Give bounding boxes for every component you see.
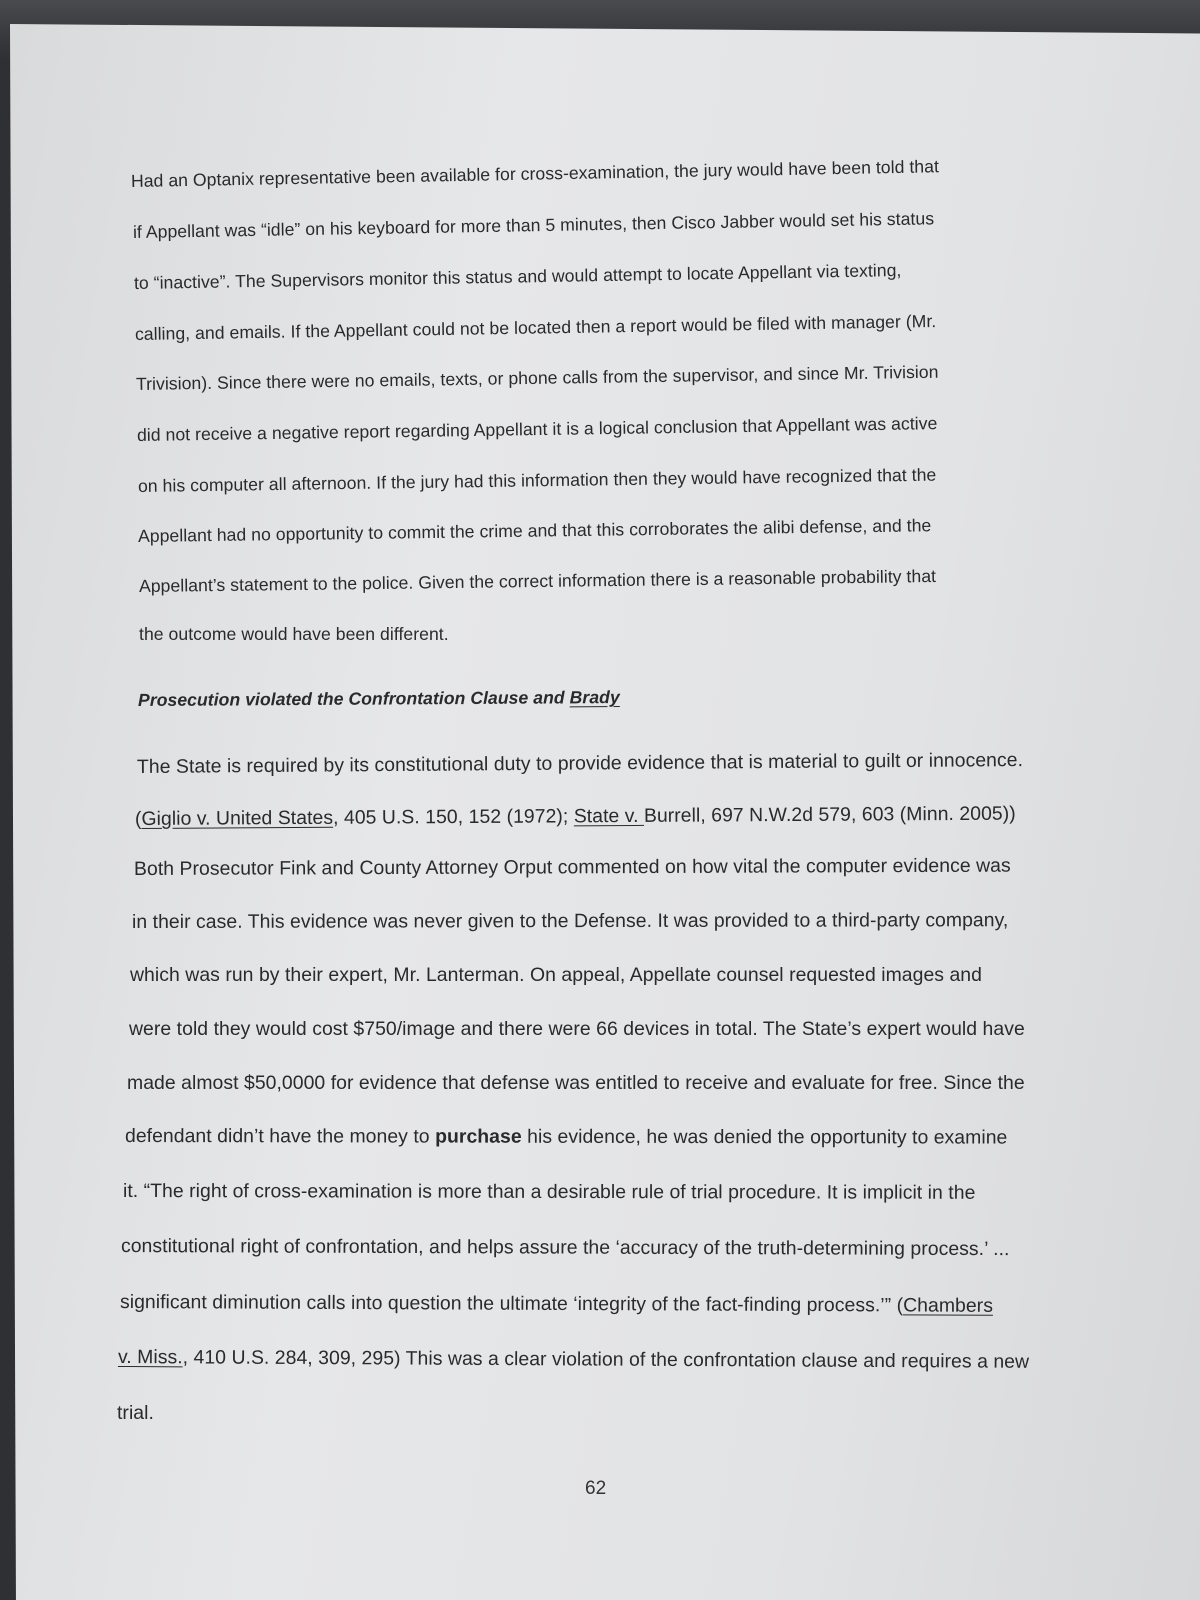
section-heading-text: Prosecution violated the Confrontation Clause and [137, 687, 570, 710]
paragraph-line: in their case. This evidence was never given to the Defense. It was provided to a third-party company, [131, 909, 1009, 933]
citation-v-miss: v. Miss. [117, 1346, 183, 1369]
paragraph-line: to “inactive”. The Supervisors monitor this status and would attempt to locate Appellant via texting, [133, 260, 902, 293]
paragraph-line [120, 1291, 993, 1318]
paragraph-line [118, 1346, 1029, 1374]
paragraph-text: , 410 U.S. 284, 309, 295) This was a clear violation of the confrontation clause and requires a new [182, 1346, 1030, 1373]
citation-chambers: Chambers [903, 1294, 994, 1317]
paragraph-text: his evidence, he was denied the opportunity to examine [521, 1125, 1008, 1149]
citation-paren: ( [134, 807, 142, 830]
paragraph-line: trial. [117, 1402, 154, 1424]
paragraph-line: were told they would cost $750/image and there were 66 devices in total. The State’s expert would have [129, 1018, 1025, 1040]
paragraph-line [135, 803, 1016, 831]
paragraph-line: calling, and emails. If the Appellant could not be located then a report would be filed with manager (Mr. [134, 310, 937, 344]
citation-giglio: Giglio v. United States [141, 806, 334, 830]
paragraph-line: the outcome would have been different. [139, 624, 449, 644]
paragraph-line: which was run by their expert, Mr. Lanterman. On appeal, Appellate counsel requested images and [130, 964, 982, 986]
citation-state-v: State v. [573, 804, 645, 828]
section-heading [138, 687, 620, 711]
paragraph-line: it. “The right of cross-examination is more than a desirable rule of trial procedure. It is implicit in the [122, 1180, 976, 1204]
paragraph-line [125, 1125, 1007, 1150]
paragraph-line: The State is required by its constitutional duty to provide evidence that is material to guilt or innocence. [136, 749, 1024, 778]
paragraph-line: if Appellant was “idle” on his keyboard for more than 5 minutes, then Cisco Jabber would set his status [132, 208, 935, 242]
paragraph-text: significant diminution calls into question the ultimate ‘integrity of the fact-finding process.’” ( [119, 1291, 904, 1317]
page-number: 62 [585, 1478, 607, 1499]
citation-text: , 405 U.S. 150, 152 (1972); [333, 805, 574, 829]
paragraph-line: Trivision). Since there were no emails, texts, or phone calls from the supervisor, and since Mr. Trivision [135, 361, 939, 394]
paragraph-line: on his computer all afternoon. If the jury had this information then they would have recognized that the [137, 464, 937, 496]
paragraph-line: Appellant had no opportunity to commit the crime and that this corroborates the alibi defense, and the [137, 515, 932, 546]
citation-text: Burrell, 697 N.W.2d 579, 603 (Minn. 2005)) [643, 802, 1016, 827]
paragraph-line: Both Prosecutor Fink and County Attorney Orput commented on how vital the computer evidence was [133, 854, 1011, 880]
paragraph-text: defendant didn’t have the money to [124, 1125, 436, 1148]
section-heading-case-name: Brady [569, 687, 620, 708]
emphasis-purchase: purchase [435, 1125, 522, 1148]
paragraph-line: did not receive a negative report regarding Appellant it is a logical conclusion that Appellant was active [136, 413, 938, 445]
paragraph-line: constitutional right of confrontation, and helps assure the ‘accuracy of the truth-determining process.’ ... [120, 1235, 1010, 1261]
paragraph-line: Appellant’s statement to the police. Given the correct information there is a reasonable probability that [138, 565, 937, 596]
paragraph-line: made almost $50,0000 for evidence that defense was entitled to receive and evaluate for free. Since the [127, 1072, 1025, 1094]
paragraph-line: Had an Optanix representative been available for cross-examination, the jury would have been told that [130, 156, 940, 191]
